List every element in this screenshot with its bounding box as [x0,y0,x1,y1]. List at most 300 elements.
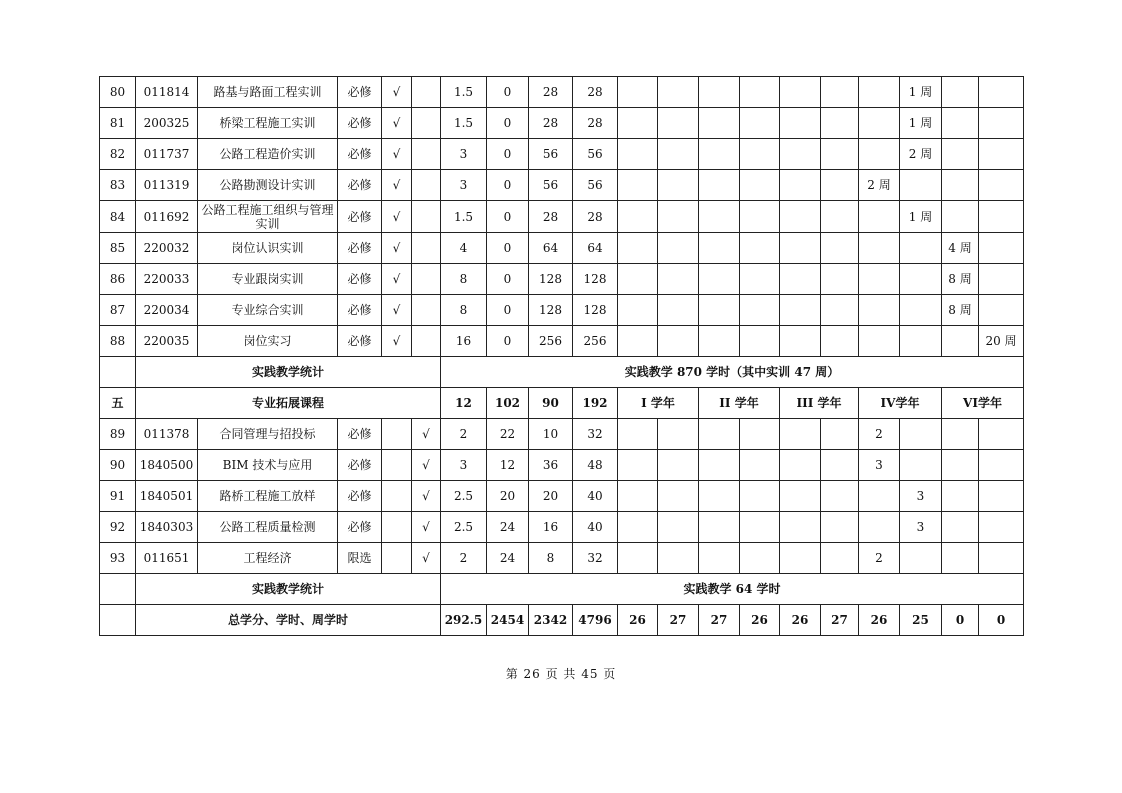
semester-cell [979,512,1024,543]
course-type: 必修 [338,450,382,481]
semester-cell [699,139,740,170]
credit: 3 [441,450,487,481]
semester-cell [699,450,740,481]
semester-cell [859,233,900,264]
semester-cell [740,170,780,201]
table-row [100,543,1024,574]
semester-cell [900,326,942,357]
practice-hours: 36 [529,450,573,481]
semester-cell [979,264,1024,295]
total-hours: 128 [573,295,618,326]
course-code: 011378 [136,419,198,450]
row-number: 80 [100,77,136,108]
semester-cell: 3 [859,450,900,481]
credit: 2.5 [441,481,487,512]
semester-cell [699,481,740,512]
semester-cell [821,233,859,264]
semester-cell [740,295,780,326]
empty-cell [100,574,136,605]
check-mark-a: √ [382,77,412,108]
semester-cell: 2 [859,543,900,574]
semester-cell [618,326,658,357]
semester-cell [780,326,821,357]
course-code: 011737 [136,139,198,170]
course-code: 011651 [136,543,198,574]
table-row [100,512,1024,543]
row-number: 81 [100,108,136,139]
totals-weekly-hours: 26 [740,605,780,636]
stat-label: 实践教学统计 [136,574,441,605]
semester-cell [942,419,979,450]
semester-cell: 3 [900,481,942,512]
practice-hours: 56 [529,170,573,201]
check-mark-b [412,77,441,108]
table-row [100,326,1024,357]
credit: 4 [441,233,487,264]
check-mark-b [412,201,441,233]
check-mark-a: √ [382,264,412,295]
semester-cell [740,201,780,233]
semester-cell: 8 周 [942,264,979,295]
year-header: II 学年 [699,388,780,419]
semester-cell [740,264,780,295]
theory-hours: 0 [487,139,529,170]
credit: 2 [441,543,487,574]
semester-cell [942,543,979,574]
semester-cell [821,295,859,326]
check-mark-a [382,543,412,574]
semester-cell [900,264,942,295]
semester-cell [618,233,658,264]
section-practice: 90 [529,388,573,419]
semester-cell [699,108,740,139]
semester-cell [658,233,699,264]
table-row [100,233,1024,264]
check-mark-a [382,481,412,512]
credit: 3 [441,170,487,201]
semester-cell [740,450,780,481]
semester-cell [658,170,699,201]
semester-cell [821,264,859,295]
stat-value: 实践教学 870 学时（其中实训 47 周） [441,357,1024,388]
check-mark-b [412,233,441,264]
semester-cell [618,77,658,108]
semester-cell [900,233,942,264]
page-footer: 第 26 页 共 45 页 [505,667,617,681]
totals-total: 4796 [573,605,618,636]
practice-hours: 256 [529,326,573,357]
semester-cell [618,295,658,326]
semester-cell [699,77,740,108]
semester-cell [821,419,859,450]
semester-cell [859,264,900,295]
semester-cell [740,512,780,543]
semester-cell [618,450,658,481]
table-row [100,139,1024,170]
semester-cell [740,481,780,512]
row-number: 91 [100,481,136,512]
semester-cell [780,481,821,512]
total-hours: 256 [573,326,618,357]
semester-cell [740,108,780,139]
semester-cell [821,77,859,108]
section-header-row [100,388,1024,419]
semester-cell [979,295,1024,326]
semester-cell [821,139,859,170]
semester-cell [618,201,658,233]
semester-cell [658,326,699,357]
theory-hours: 0 [487,264,529,295]
semester-cell [942,139,979,170]
course-code: 1840303 [136,512,198,543]
totals-weekly-hours: 26 [780,605,821,636]
semester-cell [658,295,699,326]
semester-cell [780,295,821,326]
table-row [100,264,1024,295]
semester-cell [942,108,979,139]
total-hours: 32 [573,419,618,450]
course-type: 必修 [338,233,382,264]
semester-cell: 20 周 [979,326,1024,357]
theory-hours: 0 [487,77,529,108]
semester-cell [740,326,780,357]
semester-cell [699,512,740,543]
semester-cell: 4 周 [942,233,979,264]
semester-cell [900,170,942,201]
semester-cell [658,264,699,295]
semester-cell [699,170,740,201]
course-code: 011319 [136,170,198,201]
credit: 3 [441,139,487,170]
semester-cell [740,419,780,450]
course-name: 桥梁工程施工实训 [198,108,338,139]
totals-theory: 2454 [487,605,529,636]
semester-cell [979,139,1024,170]
course-name: 公路勘测设计实训 [198,170,338,201]
total-hours: 40 [573,512,618,543]
semester-cell [618,108,658,139]
semester-cell [658,450,699,481]
totals-row [100,605,1024,636]
theory-hours: 0 [487,201,529,233]
total-hours: 32 [573,543,618,574]
semester-cell [699,543,740,574]
semester-cell [618,419,658,450]
semester-cell: 8 周 [942,295,979,326]
check-mark-b: √ [412,419,441,450]
row-number: 93 [100,543,136,574]
semester-cell [979,108,1024,139]
curriculum-body [100,77,1024,636]
semester-cell: 3 [900,512,942,543]
semester-cell [942,77,979,108]
semester-cell [859,201,900,233]
semester-cell [942,170,979,201]
course-name: 合同管理与招投标 [198,419,338,450]
course-type: 必修 [338,264,382,295]
practice-hours: 64 [529,233,573,264]
total-hours: 64 [573,233,618,264]
semester-cell [699,201,740,233]
course-type: 必修 [338,481,382,512]
check-mark-b: √ [412,543,441,574]
table-row [100,295,1024,326]
year-header: IV学年 [859,388,942,419]
semester-cell [658,543,699,574]
row-number: 89 [100,419,136,450]
semester-cell: 1 周 [900,108,942,139]
credit: 8 [441,264,487,295]
semester-cell [780,450,821,481]
semester-cell [821,170,859,201]
theory-hours: 24 [487,543,529,574]
row-number: 83 [100,170,136,201]
section-title: 专业拓展课程 [136,388,441,419]
totals-weekly-hours: 27 [658,605,699,636]
check-mark-a: √ [382,201,412,233]
section-total: 192 [573,388,618,419]
practice-hours: 8 [529,543,573,574]
check-mark-a: √ [382,326,412,357]
semester-cell [942,201,979,233]
semester-cell [859,512,900,543]
semester-cell: 2 [859,419,900,450]
check-mark-b [412,326,441,357]
course-type: 必修 [338,201,382,233]
semester-cell [740,139,780,170]
course-type: 必修 [338,295,382,326]
course-code: 220034 [136,295,198,326]
course-code: 011814 [136,77,198,108]
semester-cell [942,512,979,543]
course-name: 岗位实习 [198,326,338,357]
semester-cell [979,201,1024,233]
semester-cell [821,481,859,512]
theory-hours: 0 [487,108,529,139]
semester-cell [658,139,699,170]
semester-cell [618,481,658,512]
semester-cell [979,450,1024,481]
course-name: 公路工程施工组织与管理实训 [198,201,338,233]
semester-cell [658,419,699,450]
course-code: 011692 [136,201,198,233]
theory-hours: 20 [487,481,529,512]
theory-hours: 22 [487,419,529,450]
semester-cell [821,326,859,357]
practice-hours: 128 [529,295,573,326]
semester-cell [942,481,979,512]
credit: 16 [441,326,487,357]
semester-cell [780,512,821,543]
course-name: 专业跟岗实训 [198,264,338,295]
credit: 2.5 [441,512,487,543]
credit: 2 [441,419,487,450]
totals-label: 总学分、学时、周学时 [136,605,441,636]
total-hours: 56 [573,170,618,201]
row-number: 86 [100,264,136,295]
semester-cell [780,77,821,108]
semester-cell [821,543,859,574]
semester-cell [658,481,699,512]
total-hours: 48 [573,450,618,481]
course-code: 1840501 [136,481,198,512]
check-mark-a [382,419,412,450]
semester-cell [900,419,942,450]
stat-value: 实践教学 64 学时 [441,574,1024,605]
course-name: 岗位认识实训 [198,233,338,264]
semester-cell [740,543,780,574]
semester-cell [618,170,658,201]
year-header: III 学年 [780,388,859,419]
semester-cell: 1 周 [900,201,942,233]
semester-cell [900,295,942,326]
semester-cell [699,264,740,295]
table-row [100,201,1024,233]
section-credit: 12 [441,388,487,419]
course-type: 必修 [338,419,382,450]
semester-cell [900,543,942,574]
totals-weekly-hours: 27 [699,605,740,636]
practice-hours: 28 [529,77,573,108]
section-theory: 102 [487,388,529,419]
semester-cell [658,77,699,108]
semester-cell [859,481,900,512]
credit: 1.5 [441,201,487,233]
semester-cell [821,512,859,543]
semester-cell [618,264,658,295]
check-mark-b [412,264,441,295]
empty-cell [100,357,136,388]
credit: 1.5 [441,108,487,139]
theory-hours: 0 [487,326,529,357]
table-row [100,77,1024,108]
practice-hours: 20 [529,481,573,512]
totals-practice: 2342 [529,605,573,636]
course-type: 必修 [338,170,382,201]
semester-cell [979,233,1024,264]
check-mark-b [412,108,441,139]
totals-weekly-hours: 26 [859,605,900,636]
course-name: 工程经济 [198,543,338,574]
check-mark-b: √ [412,450,441,481]
course-type: 限选 [338,543,382,574]
semester-cell [780,233,821,264]
practice-hours: 16 [529,512,573,543]
total-hours: 40 [573,481,618,512]
total-hours: 128 [573,264,618,295]
section-number: 五 [100,388,136,419]
theory-hours: 0 [487,233,529,264]
practice-hours: 28 [529,108,573,139]
course-code: 200325 [136,108,198,139]
table-row [100,481,1024,512]
curriculum-table [99,76,1024,636]
theory-hours: 0 [487,295,529,326]
course-name: BIM 技术与应用 [198,450,338,481]
row-number: 87 [100,295,136,326]
year-header: VI学年 [942,388,1024,419]
semester-cell [979,170,1024,201]
table-row [100,450,1024,481]
row-number: 92 [100,512,136,543]
totals-weekly-hours: 27 [821,605,859,636]
semester-cell: 2 周 [900,139,942,170]
semester-cell [859,326,900,357]
check-mark-a: √ [382,170,412,201]
credit: 1.5 [441,77,487,108]
check-mark-b [412,139,441,170]
year-header: I 学年 [618,388,699,419]
course-name: 公路工程质量检测 [198,512,338,543]
theory-hours: 24 [487,512,529,543]
semester-cell [658,108,699,139]
semester-cell [740,233,780,264]
practice-hours: 128 [529,264,573,295]
semester-cell [699,326,740,357]
semester-cell [740,77,780,108]
semester-cell [979,419,1024,450]
course-name: 路桥工程施工放样 [198,481,338,512]
course-name: 路基与路面工程实训 [198,77,338,108]
table-row [100,170,1024,201]
check-mark-a [382,450,412,481]
semester-cell [859,295,900,326]
total-hours: 28 [573,108,618,139]
row-number: 85 [100,233,136,264]
semester-cell [821,450,859,481]
semester-cell [979,77,1024,108]
semester-cell [821,201,859,233]
semester-cell [859,139,900,170]
semester-cell: 2 周 [859,170,900,201]
row-number: 84 [100,201,136,233]
table-row [100,108,1024,139]
semester-cell [699,233,740,264]
semester-cell [780,170,821,201]
credit: 8 [441,295,487,326]
semester-cell [658,201,699,233]
course-type: 必修 [338,77,382,108]
totals-weekly-hours: 25 [900,605,942,636]
semester-cell [618,512,658,543]
check-mark-a: √ [382,295,412,326]
totals-weekly-hours: 0 [942,605,979,636]
total-hours: 56 [573,139,618,170]
check-mark-b: √ [412,512,441,543]
totals-weekly-hours: 26 [618,605,658,636]
semester-cell [900,450,942,481]
stat-row [100,574,1024,605]
row-number: 88 [100,326,136,357]
semester-cell [942,450,979,481]
course-code: 220035 [136,326,198,357]
practice-hours: 56 [529,139,573,170]
course-name: 公路工程造价实训 [198,139,338,170]
row-number: 82 [100,139,136,170]
semester-cell [942,326,979,357]
semester-cell [859,108,900,139]
semester-cell [859,77,900,108]
semester-cell [780,108,821,139]
check-mark-b: √ [412,481,441,512]
semester-cell [979,543,1024,574]
semester-cell [780,264,821,295]
check-mark-a: √ [382,108,412,139]
check-mark-a: √ [382,139,412,170]
totals-credit: 292.5 [441,605,487,636]
course-code: 220032 [136,233,198,264]
stat-row [100,357,1024,388]
